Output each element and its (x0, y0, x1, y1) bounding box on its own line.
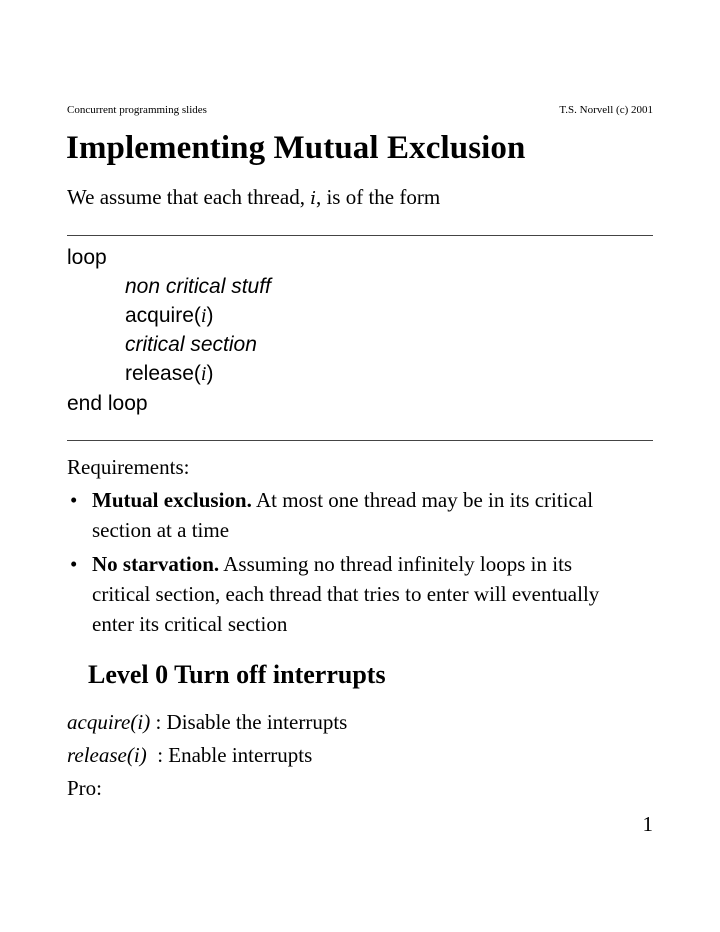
code-critical-text: critical section (125, 333, 257, 356)
requirement-line (92, 485, 662, 515)
code-acquire-post: ) (206, 304, 214, 327)
intro-var: i (310, 188, 316, 209)
requirements-heading: Requirements: (67, 455, 190, 479)
pro-label: Pro: (67, 776, 103, 800)
requirement-line: enter its critical section (92, 612, 288, 636)
code-release-var: i (200, 363, 207, 385)
code-critical (125, 333, 257, 357)
requirement-line: section at a time (92, 518, 230, 542)
requirement-title: Mutual exclusion. (92, 488, 252, 512)
code-release-pre: release( (125, 362, 201, 385)
bottom-divider (67, 440, 653, 441)
section-heading: Level 0 Turn off interrupts (88, 660, 386, 689)
code-non-critical (125, 275, 271, 299)
code-release-post: ) (206, 362, 214, 385)
requirement-item (70, 549, 662, 639)
code-acquire (125, 304, 213, 328)
release-line (67, 743, 312, 768)
release-term: release(i) (67, 743, 147, 767)
intro-before: We assume that each thread, (67, 185, 311, 209)
acquire-desc: : Disable the interrupts (150, 710, 348, 734)
top-divider (67, 235, 653, 236)
acquire-line (67, 710, 347, 735)
acquire-term: acquire(i) (67, 710, 151, 734)
requirement-text: At most one thread may be in its critical (251, 488, 594, 512)
page-title: Implementing Mutual Exclusion (66, 130, 526, 166)
code-non-critical-text: non critical stuff (125, 275, 271, 298)
code-end-loop: end loop (67, 392, 148, 415)
code-acquire-var: i (200, 305, 207, 327)
page-number: 1 (642, 812, 653, 836)
intro-after: , is of the form (315, 185, 441, 209)
intro-text (67, 185, 440, 210)
code-acquire-pre: acquire( (125, 304, 201, 327)
code-release (125, 362, 213, 386)
header-left: Concurrent programming slides (67, 104, 207, 116)
requirement-line: critical section, each thread that tries to enter will eventually (92, 582, 600, 606)
bullet-icon: • (70, 552, 78, 576)
release-desc: : Enable interrupts (146, 743, 313, 767)
requirement-title: No starvation. (92, 552, 220, 576)
requirement-text: Assuming no thread infinitely loops in its (219, 552, 573, 576)
header-right: T.S. Norvell (c) 2001 (559, 104, 653, 116)
bullet-icon: • (70, 488, 78, 512)
requirement-line (92, 549, 662, 579)
code-loop: loop (67, 246, 107, 269)
requirement-item (70, 485, 662, 545)
